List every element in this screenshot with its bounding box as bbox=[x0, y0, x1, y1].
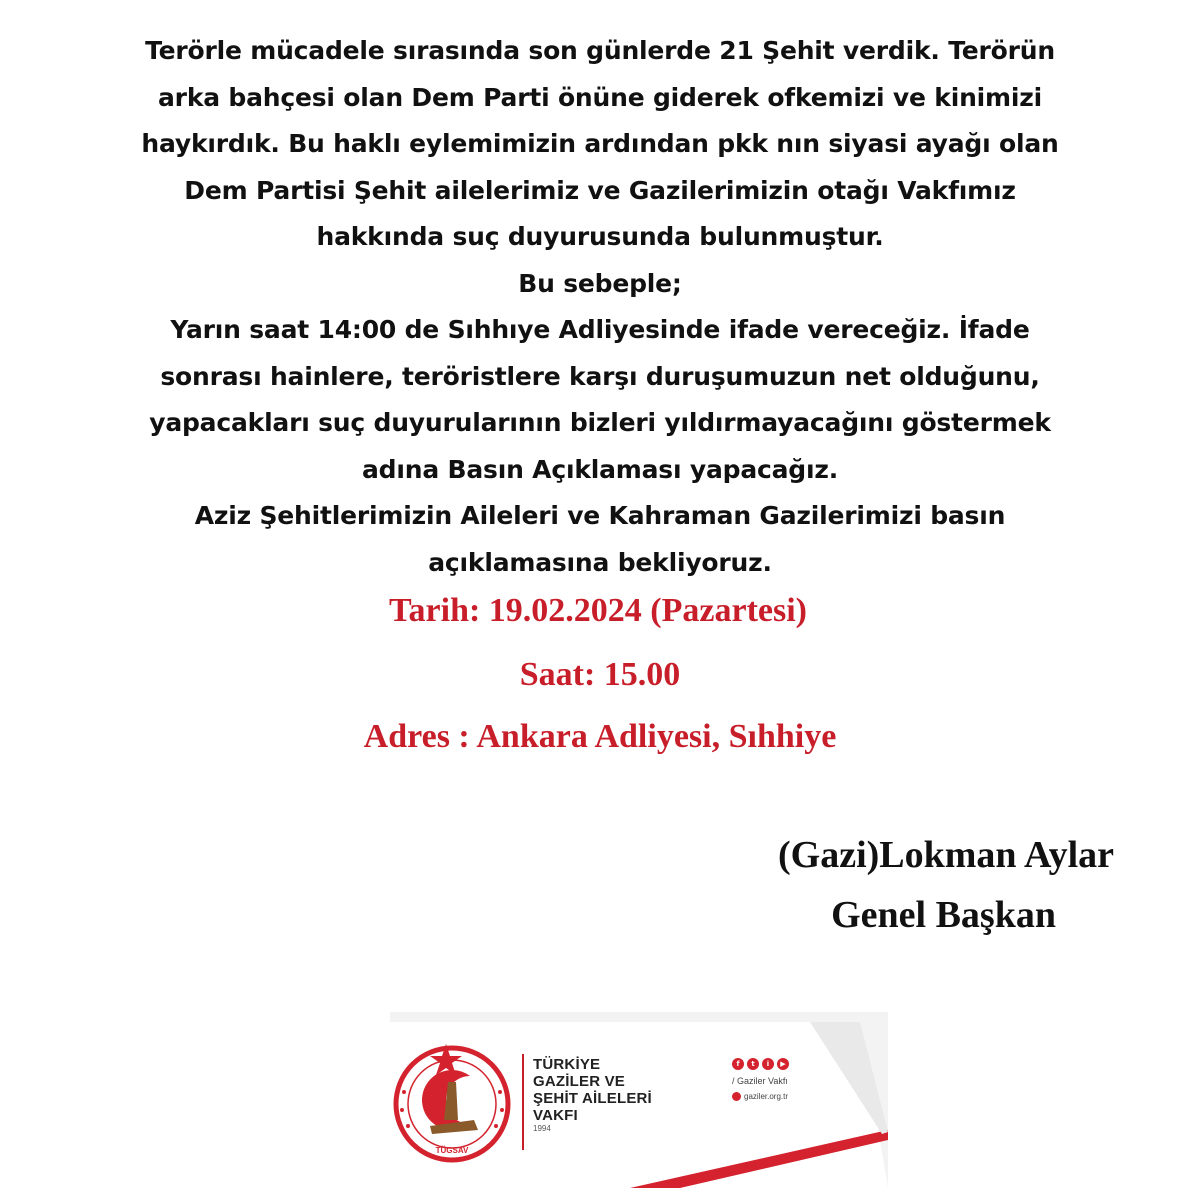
twitter-icon: t bbox=[747, 1058, 759, 1070]
instagram-icon: i bbox=[762, 1058, 774, 1070]
organization-name bbox=[533, 1056, 652, 1124]
seal-text: TÜGSAV bbox=[435, 1146, 469, 1155]
announcement-line: Dem Partisi Şehit ailelerimiz ve Gazilerimizin otağı Vakfımız bbox=[184, 175, 1016, 205]
event-address: Adres : Ankara Adliyesi, Sıhhiye bbox=[363, 718, 837, 755]
logo-divider bbox=[522, 1054, 524, 1150]
youtube-icon: ▶ bbox=[777, 1058, 789, 1070]
seal-year: 1994 bbox=[445, 1158, 459, 1164]
announcement-line: haykırdık. Bu haklı eylemimizin ardından pkk nın siyasi ayağı olan bbox=[141, 129, 1059, 158]
announcement-line: sonrası hainlere, teröristlere karşı duruşumuzun net olduğunu, bbox=[160, 361, 1040, 391]
announcement-line: arka bahçesi olan Dem Parti önüne giderek ofkemizi ve kinimizi bbox=[158, 82, 1042, 112]
announcement-line: hakkında suç duyurusunda bulunmuştur. bbox=[316, 222, 884, 251]
globe-icon bbox=[732, 1092, 741, 1101]
organization-year: 1994 bbox=[533, 1124, 551, 1133]
event-date: Tarih: 19.02.2024 (Pazartesi) bbox=[388, 592, 807, 629]
announcement-line: Bu sebeple; bbox=[518, 268, 682, 298]
org-name-line: VAKFI bbox=[533, 1107, 578, 1124]
website bbox=[732, 1092, 788, 1101]
social-icons bbox=[732, 1058, 789, 1070]
website-url: gaziler.org.tr bbox=[744, 1092, 789, 1101]
org-name-line: GAZİLER VE bbox=[533, 1073, 626, 1090]
signature-name: (Gazi)Lokman Aylar bbox=[777, 834, 1114, 876]
announcement-line: Yarın saat 14:00 de Sıhhıye Adliyesinde ifade vereceğiz. İfade bbox=[170, 315, 1030, 344]
announcement-line: Aziz Şehitlerimizin Aileleri ve Kahraman Gazilerimizi basın bbox=[194, 501, 1006, 530]
org-name-line: TÜRKİYE bbox=[533, 1056, 601, 1073]
announcement-line: Terörle mücadele sırasında son günlerde 21 Şehit verdik. Terörün bbox=[145, 36, 1055, 65]
tugsav-seal-emblem bbox=[390, 1022, 520, 1172]
announcement-line: adına Basın Açıklaması yapacağız. bbox=[362, 454, 838, 484]
social-handle: / Gaziler Vakfı bbox=[732, 1076, 788, 1086]
announcement-line: açıklamasına bekliyoruz. bbox=[428, 547, 772, 577]
org-name-line: ŞEHİT AİLELERİ bbox=[533, 1090, 652, 1107]
announcement-line: yapacakları suç duyurularının bizleri yıldırmayacağını göstermek bbox=[149, 408, 1051, 437]
event-time: Saat: 15.00 bbox=[519, 656, 681, 693]
facebook-icon: f bbox=[732, 1058, 744, 1070]
announcement-text bbox=[60, 28, 1140, 586]
foundation-logo-banner bbox=[390, 1012, 888, 1188]
signature-title: Genel Başkan bbox=[831, 894, 1056, 936]
